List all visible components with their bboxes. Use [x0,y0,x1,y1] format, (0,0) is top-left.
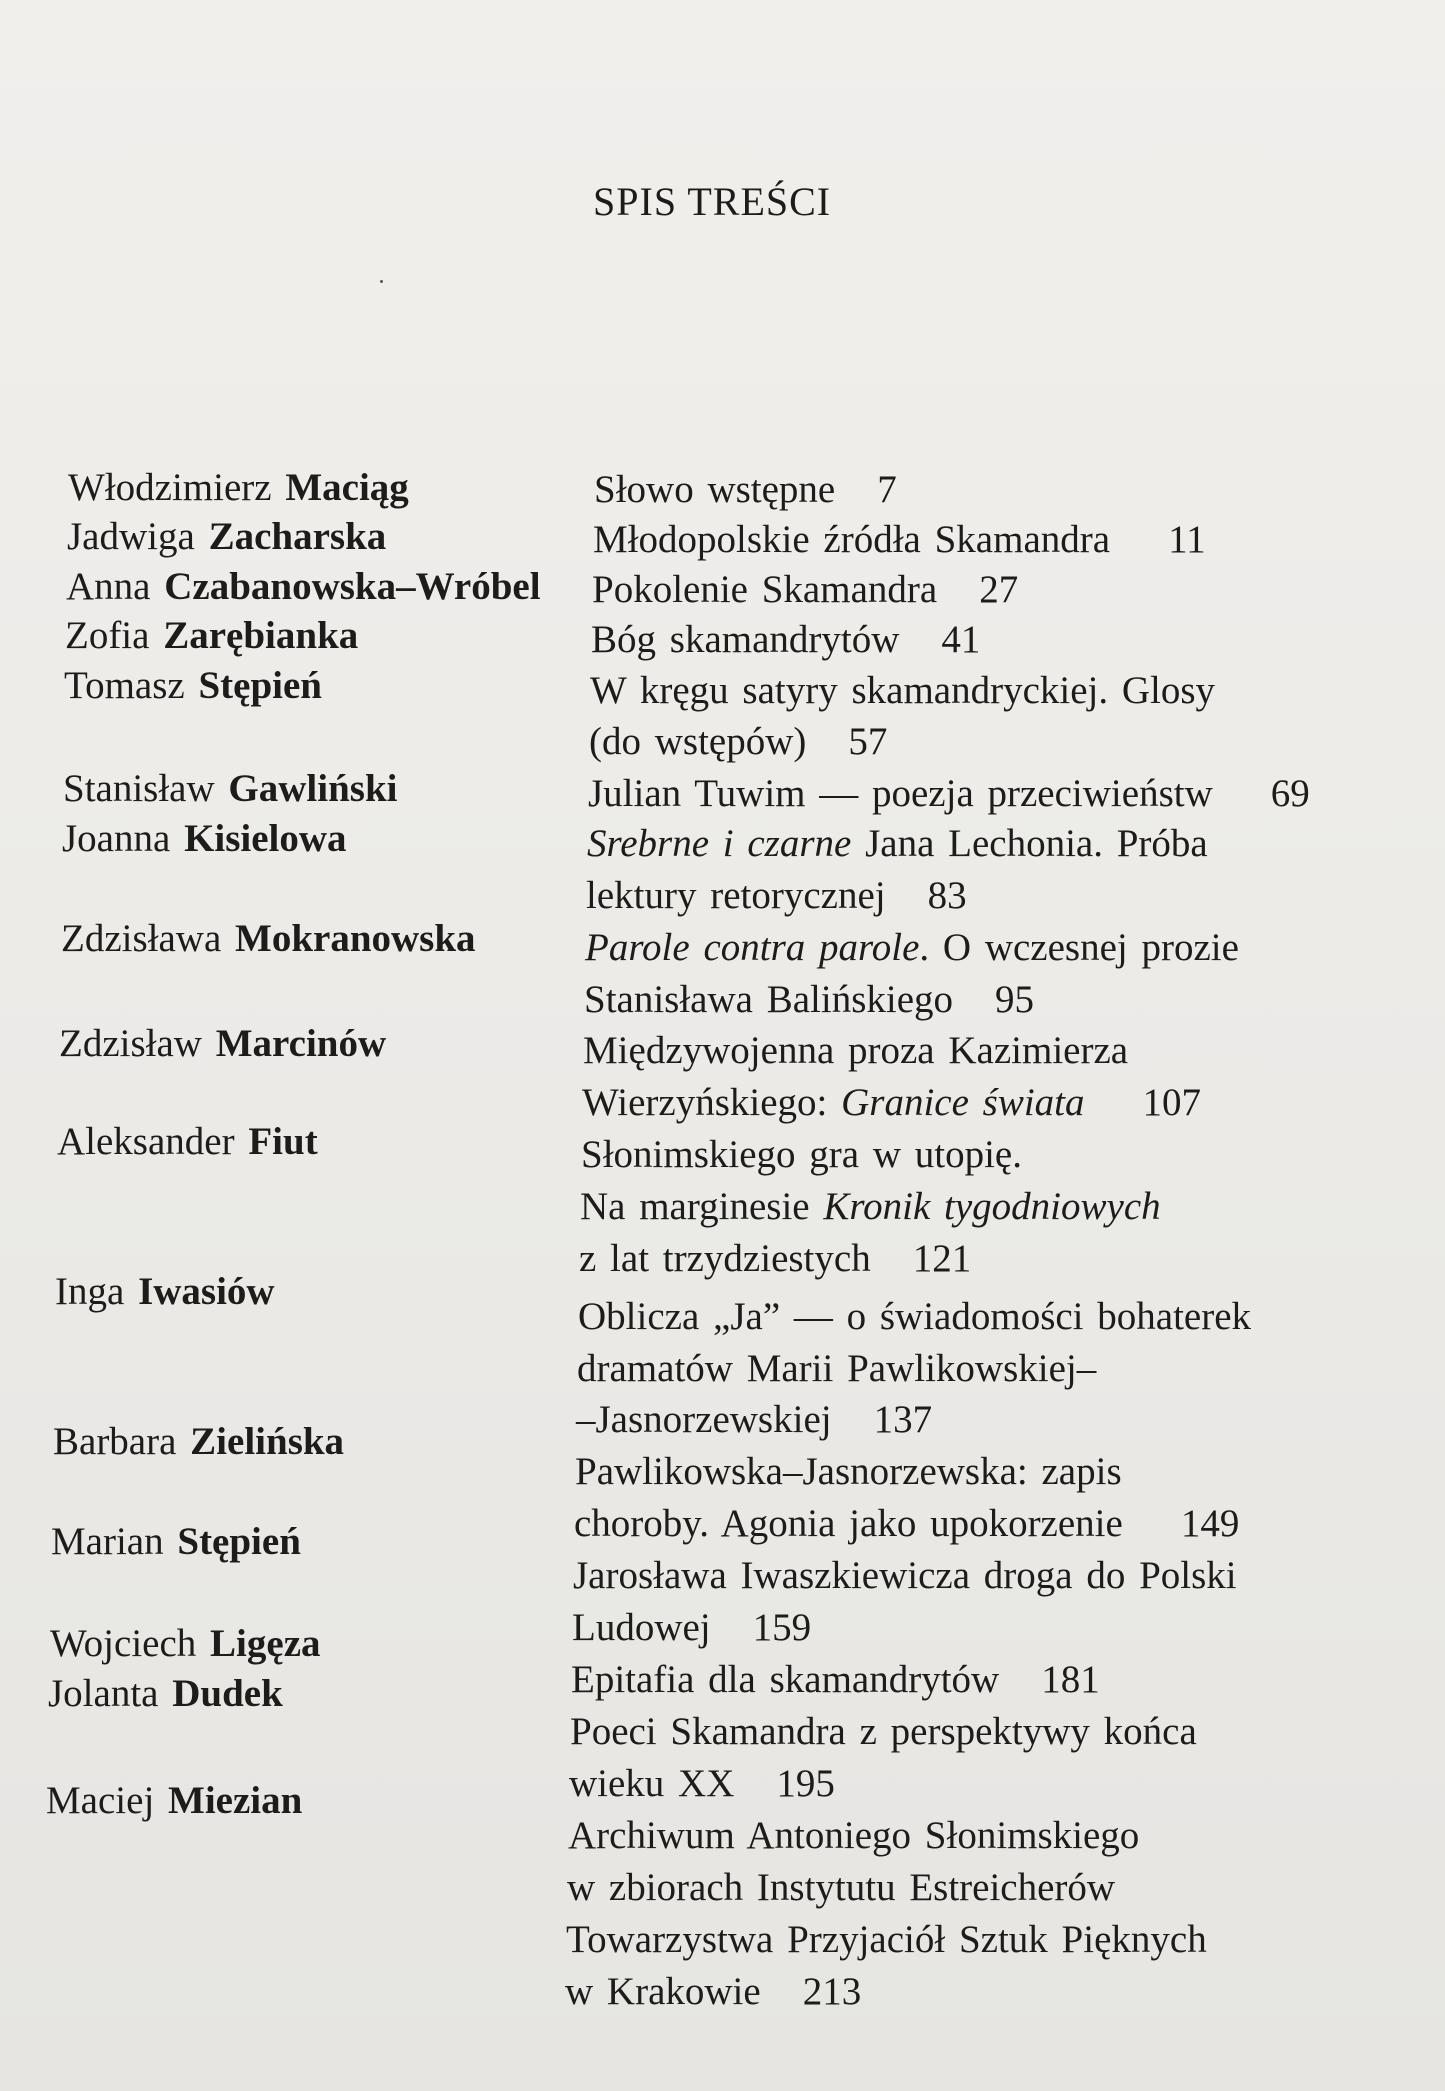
author-surname: Kisielowa [184,817,347,860]
title-segment: Słowo wstępne [594,468,836,511]
title-segment: wieku XX [569,1762,735,1805]
author-surname: Fiut [248,1120,318,1163]
title-segment: w zbiorach Instytutu Estreicherów [567,1866,1116,1909]
toc-author [65,612,358,660]
toc-title-line [569,1760,835,1808]
toc-title-line [582,1079,1201,1127]
author-surname: Zacharska [208,515,387,558]
author-surname: Stępień [177,1520,301,1563]
toc-title-line [565,1968,861,2016]
toc-title-line [581,1131,1022,1179]
author-first-name: Barbara [53,1420,177,1463]
toc-title-line [567,1864,1115,1912]
title-segment: Poeci Skamandra z perspektywy końca [570,1710,1197,1753]
toc-title-line [578,1293,1251,1341]
toc-title-line [594,466,897,514]
title-segment: Ludowej [572,1606,711,1649]
author-surname: Marcinów [215,1022,387,1065]
toc-title-line [570,1708,1197,1756]
title-segment: Na marginesie [580,1185,824,1228]
toc-author [50,1620,321,1668]
toc-title-line [587,820,1208,868]
toc-author [68,464,409,512]
toc-title-line [574,1500,1239,1548]
toc-page-number: 57 [848,720,888,763]
toc-title-line [583,1027,1128,1075]
toc-title-line [580,1183,1161,1231]
title-segment: Jana Lechonia. Próba [851,822,1208,865]
title-italic-segment: Parole contra parole [585,926,920,969]
title-segment: Międzywojenna proza Kazimierza [583,1029,1129,1072]
author-first-name: Włodzimierz [68,466,272,509]
title-segment: –Jasnorzewskiej [576,1398,832,1441]
toc-page-number: 195 [776,1762,835,1805]
author-first-name: Zdzisława [61,917,222,960]
toc-title-line [588,770,1310,818]
toc-title-line [573,1552,1237,1600]
toc-title-line [585,924,1239,972]
title-italic-segment: Srebrne i czarne [587,822,852,865]
toc-page-number: 181 [1041,1658,1100,1701]
author-surname: Dudek [172,1672,283,1715]
title-segment: z lat trzydziestych [579,1237,871,1280]
author-first-name: Joanna [62,817,171,860]
toc-page-number: 149 [1180,1502,1240,1545]
toc-author [48,1670,283,1718]
title-segment: Epitafia dla skamandrytów [571,1658,1000,1701]
toc-title-line [592,566,1018,614]
toc-page-number: 83 [927,874,967,917]
toc-title-line [586,872,967,920]
author-surname: Maciąg [285,466,409,509]
toc-page-number: 27 [979,568,1019,611]
title-segment: Słonimskiego gra w utopię. [581,1133,1022,1176]
toc-title-line [579,1235,971,1283]
title-italic-segment: Kronik tygodniowych [823,1185,1161,1228]
toc-author [61,915,476,963]
title-segment: Julian Tuwim — poezja przeciwieństw [588,772,1213,815]
toc-page-number: 213 [802,1970,862,2013]
toc-author [53,1418,344,1466]
title-segment: dramatów Marii Pawlikowskiej– [577,1347,1097,1390]
toc-page-number: 137 [873,1398,933,1441]
author-first-name: Stanisław [63,767,215,810]
title-segment: Wierzyńskiego: [582,1081,842,1124]
toc-page-number: 121 [912,1237,972,1280]
title-segment: Jarosława Iwaszkiewicza droga do Polski [573,1554,1237,1597]
toc-title-line [566,1916,1207,1964]
title-segment: Archiwum Antoniego Słonimskiego [568,1814,1140,1857]
toc-page-number: 69 [1270,772,1310,815]
author-first-name: Marian [51,1520,164,1563]
title-segment: W kręgu satyry skamandryckiej. Glosy [590,669,1216,712]
author-first-name: Zofia [65,614,150,657]
title-segment: choroby. Agonia jako upokorzenie [574,1502,1123,1545]
toc-title-line [575,1448,1122,1496]
title-segment: Bóg skamandrytów [591,618,900,661]
author-first-name: Inga [55,1270,125,1313]
toc-title-line [571,1656,1100,1704]
author-surname: Gawliński [228,767,398,810]
toc-page-number: 7 [877,468,897,511]
toc-page-number: 159 [752,1606,812,1649]
toc-author [59,1020,386,1068]
page-title: SPIS TREŚCI [593,179,832,224]
author-surname: Zarębianka [163,614,359,657]
toc-title-line [584,976,1034,1024]
title-segment: Oblicza „Ja” — o świadomości bohaterek [578,1295,1252,1338]
toc-author [64,662,322,710]
toc-title-line [589,718,887,766]
title-segment: Towarzystwa Przyjaciół Sztuk Pięknych [566,1918,1207,1961]
toc-author [51,1518,301,1566]
title-segment: w Krakowie [565,1970,761,2013]
title-italic-segment: Granice świata [841,1081,1085,1124]
toc-title-line [576,1396,932,1444]
toc-author [67,513,386,561]
author-first-name: Tomasz [64,664,185,707]
author-first-name: Zdzisław [59,1022,202,1065]
title-segment: lektury retorycznej [586,874,886,917]
title-segment: . O wczesnej prozie [919,926,1239,969]
title-segment: Stanisława Balińskiego [584,978,954,1021]
author-first-name: Jolanta [48,1672,159,1715]
toc-page-number: 107 [1142,1081,1202,1124]
title-segment: (do wstępów) [589,720,807,763]
toc-title-line [590,667,1215,715]
toc-page-number: 95 [995,978,1035,1021]
author-first-name: Aleksander [57,1120,235,1163]
author-surname: Zielińska [190,1420,345,1463]
author-surname: Czabanowska–Wróbel [164,565,541,608]
toc-title-line [572,1604,811,1652]
toc-author [57,1118,318,1166]
author-first-name: Maciej [46,1779,155,1822]
author-surname: Mokranowska [235,917,476,960]
toc-author [66,563,541,611]
title-segment: Pokolenie Skamandra [592,568,938,611]
toc-page-number: 11 [1168,518,1206,561]
toc-title-line [568,1812,1139,1860]
toc-title-line [593,516,1206,564]
toc-title-line [577,1345,1096,1393]
title-segment: Młodopolskie źródła Skamandra [593,518,1111,561]
author-first-name: Wojciech [50,1622,197,1665]
author-surname: Ligęza [210,1622,321,1665]
toc-author [46,1777,302,1825]
toc-title-line [591,616,980,664]
toc-author [63,765,398,813]
author-surname: Iwasiów [138,1270,275,1313]
toc-page-number: 41 [941,618,981,661]
toc-author [62,815,347,863]
author-surname: Stępień [198,664,322,707]
author-surname: Miezian [168,1779,303,1822]
author-first-name: Jadwiga [67,515,195,558]
author-first-name: Anna [66,565,151,608]
toc-author [55,1268,275,1316]
title-segment: Pawlikowska–Jasnorzewska: zapis [575,1450,1122,1493]
